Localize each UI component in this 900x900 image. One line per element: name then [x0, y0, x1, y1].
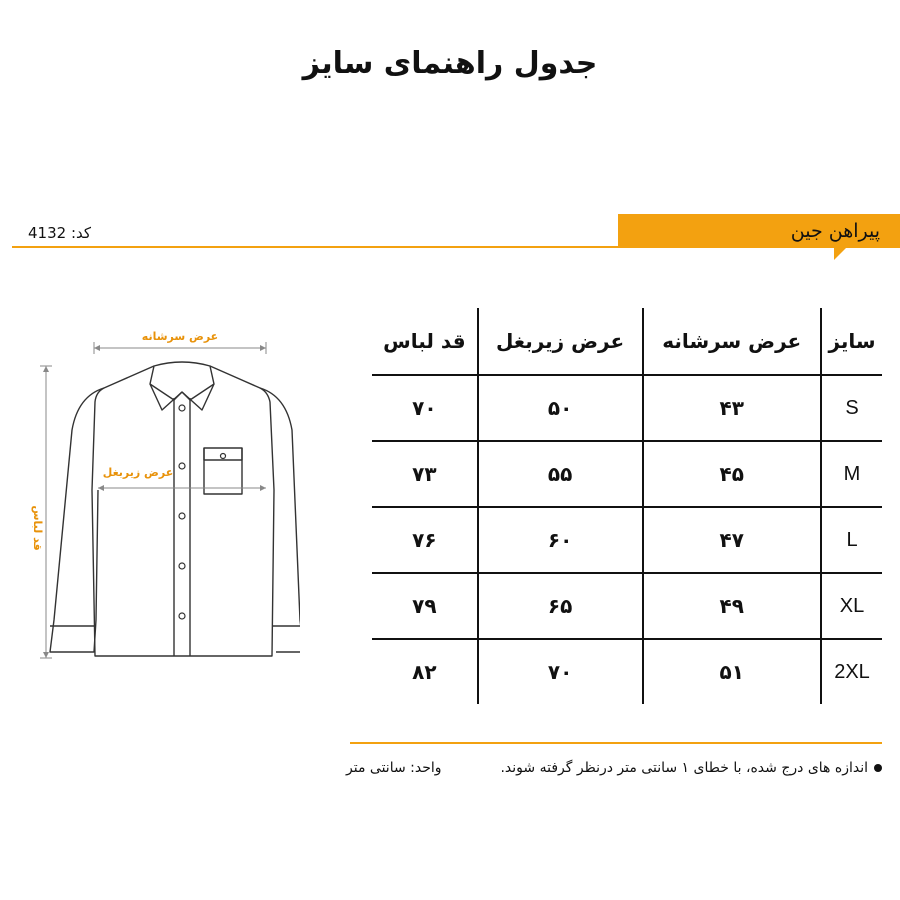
cell-chest: ۶۵ [478, 573, 643, 639]
cell-shoulder: ۴۳ [643, 375, 822, 441]
length-measure [31, 366, 52, 658]
bullet-icon [874, 764, 882, 772]
cell-length: ۸۲ [372, 639, 478, 704]
table-row [372, 375, 882, 441]
cell-shoulder: ۴۹ [643, 573, 822, 639]
note-text: اندازه های درج شده، با خطای ۱ سانتی متر درنظر گرفته شوند. [500, 760, 868, 776]
header-length: قد لباس [372, 308, 478, 375]
length-label: قد لباس [31, 505, 44, 551]
shoulder-label: عرض سرشانه [141, 330, 219, 343]
product-code: کد: 4132 [28, 224, 92, 242]
header-divider [12, 246, 624, 248]
cell-shoulder: ۵۱ [643, 639, 822, 704]
product-name: پیراهن جین [790, 220, 880, 242]
shirt-buttons [179, 405, 226, 619]
cell-chest: ۵۵ [478, 441, 643, 507]
cell-shoulder: ۴۵ [643, 441, 822, 507]
shirt-drawing [0, 300, 300, 680]
chest-measure [98, 466, 266, 491]
cell-size: 2XL [834, 660, 870, 683]
header-size: سایز [821, 308, 882, 375]
cell-size: M [821, 441, 882, 507]
shirt-outline [50, 362, 300, 656]
banner-tail [834, 248, 846, 260]
size-table [372, 308, 882, 704]
measurement-note [500, 760, 882, 776]
table-row [372, 639, 882, 704]
cell-length: ۷۰ [372, 375, 478, 441]
cell-size: S [821, 375, 882, 441]
cell-chest: ۶۰ [478, 507, 643, 573]
cell-length: ۷۶ [372, 507, 478, 573]
cell-size: XL [821, 573, 882, 639]
chest-label: عرض زیربغل [102, 466, 174, 479]
cell-length: ۷۳ [372, 441, 478, 507]
cell-size: L [821, 507, 882, 573]
header-shoulder: عرض سرشانه [643, 308, 822, 375]
footer-divider [350, 742, 882, 744]
table-row [372, 441, 882, 507]
cell-shoulder: ۴۷ [643, 507, 822, 573]
shoulder-measure [94, 330, 266, 354]
table-row [372, 507, 882, 573]
table-row [372, 573, 882, 639]
cell-chest: ۷۰ [478, 639, 643, 704]
cell-chest: ۵۰ [478, 375, 643, 441]
unit-label: واحد: سانتی متر [346, 760, 442, 776]
cell-length: ۷۹ [372, 573, 478, 639]
header-chest: عرض زیربغل [478, 308, 643, 375]
page-title: جدول راهنمای سایز [302, 46, 598, 81]
table-header-row [372, 308, 882, 375]
